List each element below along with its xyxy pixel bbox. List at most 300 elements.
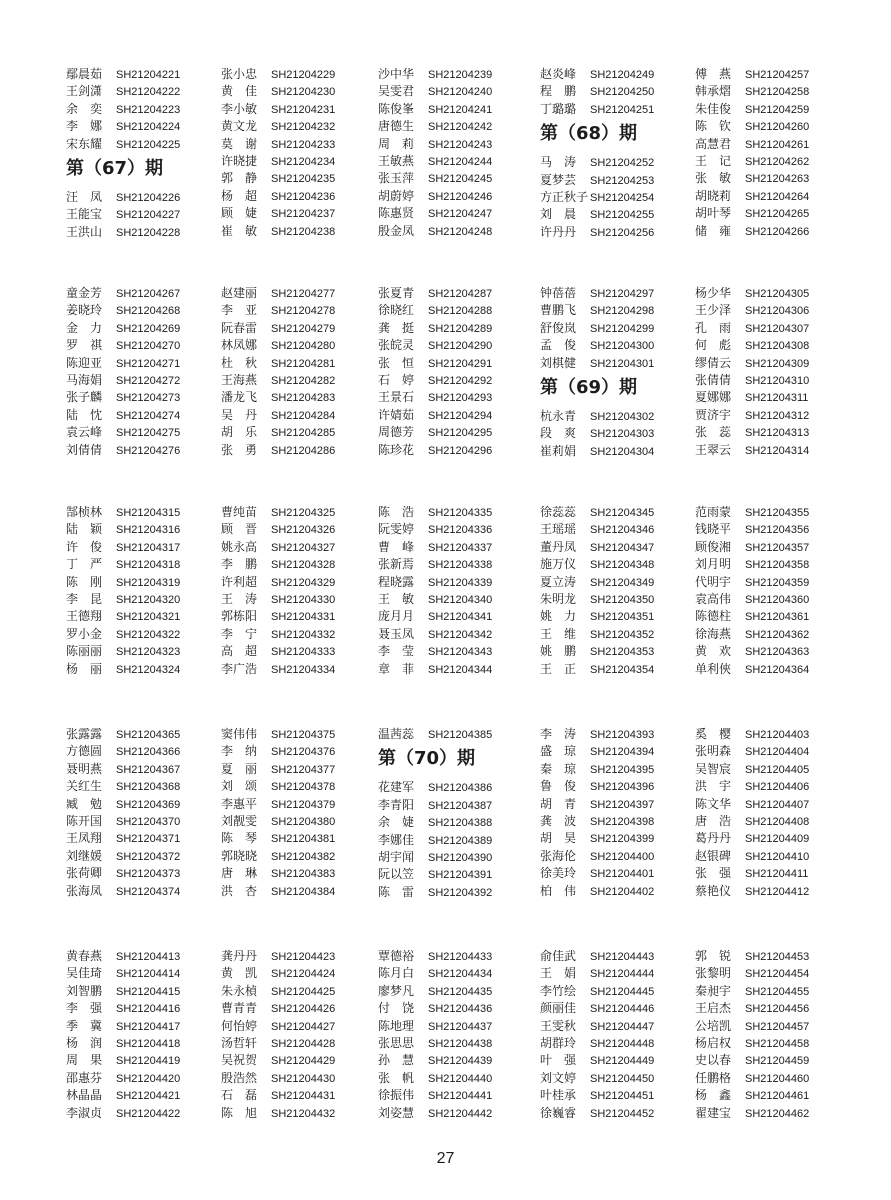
student-id: SH21204361 xyxy=(745,611,810,624)
student-id: SH21204366 xyxy=(116,746,181,759)
person-name: 唐德生 xyxy=(378,119,415,134)
list-item xyxy=(66,963,180,980)
list-item xyxy=(221,776,335,793)
person-name: 殷金凤 xyxy=(378,223,415,238)
list-item xyxy=(221,1085,335,1102)
student-id: SH21204286 xyxy=(271,444,336,457)
person-name: 顾晋 xyxy=(221,522,270,537)
list-item xyxy=(221,151,335,168)
list-item xyxy=(378,795,492,812)
person-name: 钟蓓蓓 xyxy=(540,286,577,300)
student-id: SH21204415 xyxy=(116,985,181,998)
student-id: SH21204304 xyxy=(590,445,655,458)
person-name: 王剑潇 xyxy=(66,84,103,99)
student-id: SH21204313 xyxy=(745,427,810,440)
list-item xyxy=(221,335,335,352)
student-id: SH21204409 xyxy=(745,833,810,846)
person-name: 陈德柱 xyxy=(695,609,732,624)
list-item xyxy=(66,187,180,204)
list-item xyxy=(221,624,335,641)
person-name: 余奕 xyxy=(66,101,115,116)
list-item xyxy=(540,353,654,370)
student-id: SH21204346 xyxy=(590,524,655,537)
student-id: SH21204457 xyxy=(745,1020,810,1033)
list-item xyxy=(66,1050,180,1067)
student-id: SH21204314 xyxy=(745,444,810,457)
person-name: 王凤翔 xyxy=(66,831,103,846)
list-item xyxy=(66,422,180,439)
person-name: 丁璐璐 xyxy=(540,101,577,116)
list-item xyxy=(66,776,180,793)
student-id: SH21204253 xyxy=(590,174,655,187)
person-name: 沙中华 xyxy=(378,67,415,81)
student-id: SH21204223 xyxy=(116,103,181,116)
student-id: SH21204252 xyxy=(590,157,655,170)
list-item xyxy=(540,1050,654,1067)
person-name: 王记 xyxy=(695,153,744,168)
list-item xyxy=(221,606,335,623)
list-item xyxy=(378,99,492,116)
name-block xyxy=(378,283,492,457)
student-id: SH21204364 xyxy=(745,663,810,676)
student-id: SH21204392 xyxy=(428,886,493,899)
list-item xyxy=(540,502,654,519)
cohort-heading: 第（67）期 xyxy=(66,157,164,179)
list-item xyxy=(378,405,492,422)
list-item xyxy=(378,554,492,571)
student-id: SH21204250 xyxy=(590,86,655,99)
person-name: 代明宇 xyxy=(695,574,732,589)
student-id: SH21204330 xyxy=(271,593,336,606)
list-item xyxy=(66,724,180,741)
student-id: SH21204449 xyxy=(590,1055,655,1068)
student-id: SH21204404 xyxy=(745,746,810,759)
person-name: 葛丹丹 xyxy=(695,831,732,846)
person-name: 窦伟伟 xyxy=(221,727,258,741)
person-name: 徐振伟 xyxy=(378,1088,415,1103)
list-item xyxy=(378,1016,492,1033)
person-name: 季冀 xyxy=(66,1018,115,1033)
name-block xyxy=(695,502,809,676)
person-name: 夏丽 xyxy=(221,761,270,776)
student-id: SH21204251 xyxy=(590,103,655,116)
list-item xyxy=(378,946,492,963)
person-name: 任鹏格 xyxy=(695,1070,732,1085)
student-id: SH21204406 xyxy=(745,781,810,794)
student-id: SH21204257 xyxy=(745,69,810,81)
student-id: SH21204407 xyxy=(745,798,810,811)
person-name: 张荷卿 xyxy=(66,866,103,881)
list-item xyxy=(378,168,492,185)
person-name: 丁严 xyxy=(66,557,115,572)
person-name: 臧勉 xyxy=(66,796,115,811)
person-name: 盛琼 xyxy=(540,744,589,759)
list-item xyxy=(221,881,335,898)
student-id: SH21204462 xyxy=(745,1107,810,1120)
list-item xyxy=(378,777,492,794)
student-id: SH21204284 xyxy=(271,409,336,422)
list-item xyxy=(695,1103,809,1120)
person-name: 徐巍睿 xyxy=(540,1105,577,1120)
list-item xyxy=(540,335,654,352)
name-block xyxy=(378,502,492,676)
student-id: SH21204256 xyxy=(590,226,655,239)
person-name: 王瑶瑶 xyxy=(540,522,577,537)
list-item xyxy=(221,405,335,422)
list-item xyxy=(540,423,654,440)
list-item xyxy=(221,318,335,335)
list-item xyxy=(540,776,654,793)
student-id: SH21204282 xyxy=(271,374,336,387)
person-name: 翟建宝 xyxy=(695,1105,732,1120)
name-block xyxy=(66,724,180,898)
list-item xyxy=(221,1068,335,1085)
person-name: 金力 xyxy=(66,320,115,335)
name-block xyxy=(695,724,809,898)
student-id: SH21204312 xyxy=(745,409,810,422)
student-id: SH21204326 xyxy=(271,524,336,537)
student-id: SH21204336 xyxy=(428,524,493,537)
person-name: 柏伟 xyxy=(540,883,589,898)
person-name: 吴佳琦 xyxy=(66,966,103,981)
student-id: SH21204331 xyxy=(271,611,336,624)
person-name: 吴雯君 xyxy=(378,84,415,99)
student-id: SH21204371 xyxy=(116,833,181,846)
person-name: 聂明燕 xyxy=(66,761,103,776)
list-item xyxy=(540,519,654,536)
student-id: SH21204316 xyxy=(116,524,181,537)
person-name: 杜秋 xyxy=(221,355,270,370)
student-id: SH21204268 xyxy=(116,305,181,318)
list-item xyxy=(221,203,335,220)
student-id: SH21204374 xyxy=(116,885,181,898)
person-name: 刘智鹏 xyxy=(66,983,103,998)
list-item xyxy=(695,846,809,863)
student-id: SH21204243 xyxy=(428,138,493,151)
student-id: SH21204370 xyxy=(116,815,181,828)
cohort-heading: 第（68）期 xyxy=(540,123,638,145)
list-item xyxy=(221,863,335,880)
person-name: 张蕊 xyxy=(695,425,744,440)
student-id: SH21204358 xyxy=(745,559,810,572)
person-name: 孙慧 xyxy=(378,1053,427,1068)
list-item xyxy=(221,811,335,828)
person-name: 李昆 xyxy=(66,591,115,606)
list-item xyxy=(221,537,335,554)
student-id: SH21204318 xyxy=(116,559,181,572)
person-name: 蔡艳仪 xyxy=(695,883,732,898)
person-name: 马涛 xyxy=(540,155,589,170)
student-id: SH21204441 xyxy=(428,1090,493,1103)
person-name: 郭晓晓 xyxy=(221,848,258,863)
person-name: 陈开国 xyxy=(66,813,103,828)
student-id: SH21204454 xyxy=(745,968,810,981)
student-id: SH21204420 xyxy=(116,1072,181,1085)
person-name: 汤哲轩 xyxy=(221,1035,258,1050)
person-name: 叶桂承 xyxy=(540,1088,577,1103)
student-id: SH21204317 xyxy=(116,541,181,554)
person-name: 高慧君 xyxy=(695,136,732,151)
name-block xyxy=(695,64,809,238)
person-name: 李鹏 xyxy=(221,557,270,572)
name-block xyxy=(540,64,654,239)
list-item xyxy=(378,572,492,589)
student-id: SH21204414 xyxy=(116,968,181,981)
person-name: 姚鹏 xyxy=(540,644,589,659)
student-id: SH21204275 xyxy=(116,427,181,440)
student-id: SH21204453 xyxy=(745,951,810,963)
student-id: SH21204355 xyxy=(745,507,810,519)
person-name: 李亚 xyxy=(221,303,270,318)
person-name: 陈俊峯 xyxy=(378,101,415,116)
student-id: SH21204309 xyxy=(745,357,810,370)
student-id: SH21204329 xyxy=(271,576,336,589)
person-name: 王少泽 xyxy=(695,303,732,318)
person-name: 袁高伟 xyxy=(695,591,732,606)
student-id: SH21204262 xyxy=(745,155,810,168)
person-name: 张明森 xyxy=(695,744,732,759)
student-id: SH21204360 xyxy=(745,593,810,606)
student-id: SH21204455 xyxy=(745,985,810,998)
list-item xyxy=(66,335,180,352)
list-item xyxy=(695,776,809,793)
person-name: 顾俊湘 xyxy=(695,539,732,554)
list-item xyxy=(378,370,492,387)
student-id: SH21204294 xyxy=(428,409,493,422)
student-id: SH21204321 xyxy=(116,611,181,624)
list-item xyxy=(378,1085,492,1102)
person-name: 陈旭 xyxy=(221,1105,270,1120)
student-id: SH21204393 xyxy=(590,729,655,741)
student-id: SH21204235 xyxy=(271,173,336,186)
list-item xyxy=(540,724,654,741)
list-item xyxy=(66,387,180,404)
student-id: SH21204288 xyxy=(428,305,493,318)
student-id: SH21204386 xyxy=(428,782,493,795)
student-id: SH21204430 xyxy=(271,1072,336,1085)
person-name: 陈雷 xyxy=(378,884,427,899)
cohort-heading: 第（69）期 xyxy=(540,376,638,398)
student-id: SH21204450 xyxy=(590,1072,655,1085)
list-item xyxy=(540,759,654,776)
student-id: SH21204229 xyxy=(271,69,336,81)
list-item xyxy=(695,998,809,1015)
list-item xyxy=(540,170,654,187)
name-block xyxy=(695,946,809,1120)
list-item xyxy=(378,659,492,676)
list-item xyxy=(695,502,809,519)
student-id: SH21204391 xyxy=(428,869,493,882)
person-name: 刘晨 xyxy=(540,207,589,222)
person-name: 花建军 xyxy=(378,780,415,795)
student-id: SH21204390 xyxy=(428,851,493,864)
student-id: SH21204298 xyxy=(590,305,655,318)
student-id: SH21204384 xyxy=(271,885,336,898)
person-name: 朱佳俊 xyxy=(695,101,732,116)
person-name: 郭静 xyxy=(221,171,270,186)
person-name: 杨鑫 xyxy=(695,1088,744,1103)
student-id: SH21204230 xyxy=(271,86,336,99)
list-item xyxy=(221,283,335,300)
name-block xyxy=(378,64,492,238)
person-name: 王维 xyxy=(540,626,589,641)
person-name: 龚波 xyxy=(540,813,589,828)
person-name: 杨启权 xyxy=(695,1035,732,1050)
person-name: 韩承熠 xyxy=(695,84,732,99)
student-id: SH21204434 xyxy=(428,968,493,981)
list-item xyxy=(540,741,654,758)
person-name: 颜丽佳 xyxy=(540,1001,577,1016)
person-name: 许俊 xyxy=(66,539,115,554)
person-name: 黄欢 xyxy=(695,644,744,659)
student-id: SH21204362 xyxy=(745,628,810,641)
person-name: 李涛 xyxy=(540,727,589,741)
list-item xyxy=(66,981,180,998)
person-name: 张夏青 xyxy=(378,286,415,300)
name-block xyxy=(221,502,335,676)
list-item xyxy=(66,759,180,776)
person-name: 徐海燕 xyxy=(695,626,732,641)
list-item xyxy=(378,318,492,335)
student-id: SH21204274 xyxy=(116,409,181,422)
person-name: 孟俊 xyxy=(540,338,589,353)
student-id: SH21204408 xyxy=(745,815,810,828)
student-id: SH21204295 xyxy=(428,427,493,440)
list-item xyxy=(221,422,335,439)
student-id: SH21204369 xyxy=(116,798,181,811)
student-id: SH21204290 xyxy=(428,340,493,353)
person-name: 李竹绘 xyxy=(540,983,577,998)
person-name: 鲁俊 xyxy=(540,779,589,794)
list-item xyxy=(378,300,492,317)
person-name: 姚永高 xyxy=(221,539,258,554)
list-item xyxy=(66,828,180,845)
person-name: 李惠平 xyxy=(221,796,258,811)
student-id: SH21204352 xyxy=(590,628,655,641)
student-id: SH21204341 xyxy=(428,611,493,624)
list-item xyxy=(695,221,809,238)
name-block xyxy=(66,946,180,1120)
list-item xyxy=(540,963,654,980)
list-item xyxy=(695,370,809,387)
student-id: SH21204226 xyxy=(116,191,181,204)
list-item xyxy=(66,116,180,133)
list-item xyxy=(540,300,654,317)
person-name: 赵建丽 xyxy=(221,286,258,300)
student-id: SH21204381 xyxy=(271,833,336,846)
person-name: 陈惠贤 xyxy=(378,206,415,221)
person-name: 陈琴 xyxy=(221,831,270,846)
student-id: SH21204244 xyxy=(428,155,493,168)
person-name: 袁云峰 xyxy=(66,425,103,440)
person-name: 李青阳 xyxy=(378,797,415,812)
name-block xyxy=(540,283,654,458)
list-item xyxy=(378,422,492,439)
list-item xyxy=(66,554,180,571)
student-id: SH21204269 xyxy=(116,322,181,335)
person-name: 胡青 xyxy=(540,796,589,811)
person-name: 朱永楨 xyxy=(221,983,258,998)
list-item xyxy=(66,300,180,317)
student-id: SH21204435 xyxy=(428,985,493,998)
name-block xyxy=(66,64,180,239)
student-id: SH21204337 xyxy=(428,541,493,554)
list-item xyxy=(221,794,335,811)
student-id: SH21204292 xyxy=(428,374,493,387)
list-item xyxy=(66,222,180,239)
student-id: SH21204399 xyxy=(590,833,655,846)
student-id: SH21204221 xyxy=(116,69,181,81)
list-item xyxy=(66,353,180,370)
list-item xyxy=(695,519,809,536)
person-name: 徐蕊蕊 xyxy=(540,505,577,519)
list-item xyxy=(378,440,492,457)
person-name: 张海伦 xyxy=(540,848,577,863)
person-name: 王正 xyxy=(540,661,589,676)
list-item xyxy=(540,81,654,98)
list-item xyxy=(695,606,809,623)
person-name: 何怡婷 xyxy=(221,1018,258,1033)
list-item xyxy=(540,318,654,335)
person-name: 张恒 xyxy=(378,355,427,370)
student-id: SH21204411 xyxy=(745,868,809,881)
list-item xyxy=(66,659,180,676)
person-name: 李宁 xyxy=(221,626,270,641)
list-item xyxy=(695,64,809,81)
student-id: SH21204375 xyxy=(271,729,336,741)
person-name: 吴祝贺 xyxy=(221,1053,258,1068)
student-id: SH21204394 xyxy=(590,746,655,759)
student-id: SH21204280 xyxy=(271,340,336,353)
person-name: 王敏 xyxy=(378,591,427,606)
student-id: SH21204347 xyxy=(590,541,655,554)
student-id: SH21204402 xyxy=(590,885,655,898)
student-id: SH21204332 xyxy=(271,628,336,641)
list-item xyxy=(695,554,809,571)
person-name: 范雨蒙 xyxy=(695,505,732,519)
list-item xyxy=(695,881,809,898)
list-item xyxy=(540,1068,654,1085)
student-id: SH21204325 xyxy=(271,507,336,519)
person-name: 唐浩 xyxy=(695,813,744,828)
list-item xyxy=(66,64,180,81)
person-name: 徐美玲 xyxy=(540,866,577,881)
person-name: 单利俠 xyxy=(695,661,732,676)
list-item xyxy=(695,186,809,203)
person-name: 庞月月 xyxy=(378,609,415,624)
person-name: 傅燕 xyxy=(695,67,744,81)
student-id: SH21204438 xyxy=(428,1037,493,1050)
student-id: SH21204293 xyxy=(428,392,493,405)
student-id: SH21204307 xyxy=(745,322,810,335)
person-name: 刘继媛 xyxy=(66,848,103,863)
student-id: SH21204377 xyxy=(271,763,336,776)
person-name: 夏立涛 xyxy=(540,574,577,589)
student-id: SH21204238 xyxy=(271,225,336,238)
person-name: 刘姿慧 xyxy=(378,1105,415,1120)
list-item xyxy=(221,1016,335,1033)
student-id: SH21204410 xyxy=(745,850,810,863)
list-item xyxy=(221,1103,335,1120)
list-item xyxy=(66,998,180,1015)
list-item xyxy=(695,537,809,554)
person-name: 刘倩倩 xyxy=(66,442,103,457)
list-item xyxy=(540,1016,654,1033)
person-name: 段爽 xyxy=(540,426,589,441)
list-item xyxy=(378,981,492,998)
person-name: 胡蔚婷 xyxy=(378,188,415,203)
student-id: SH21204240 xyxy=(428,86,493,99)
